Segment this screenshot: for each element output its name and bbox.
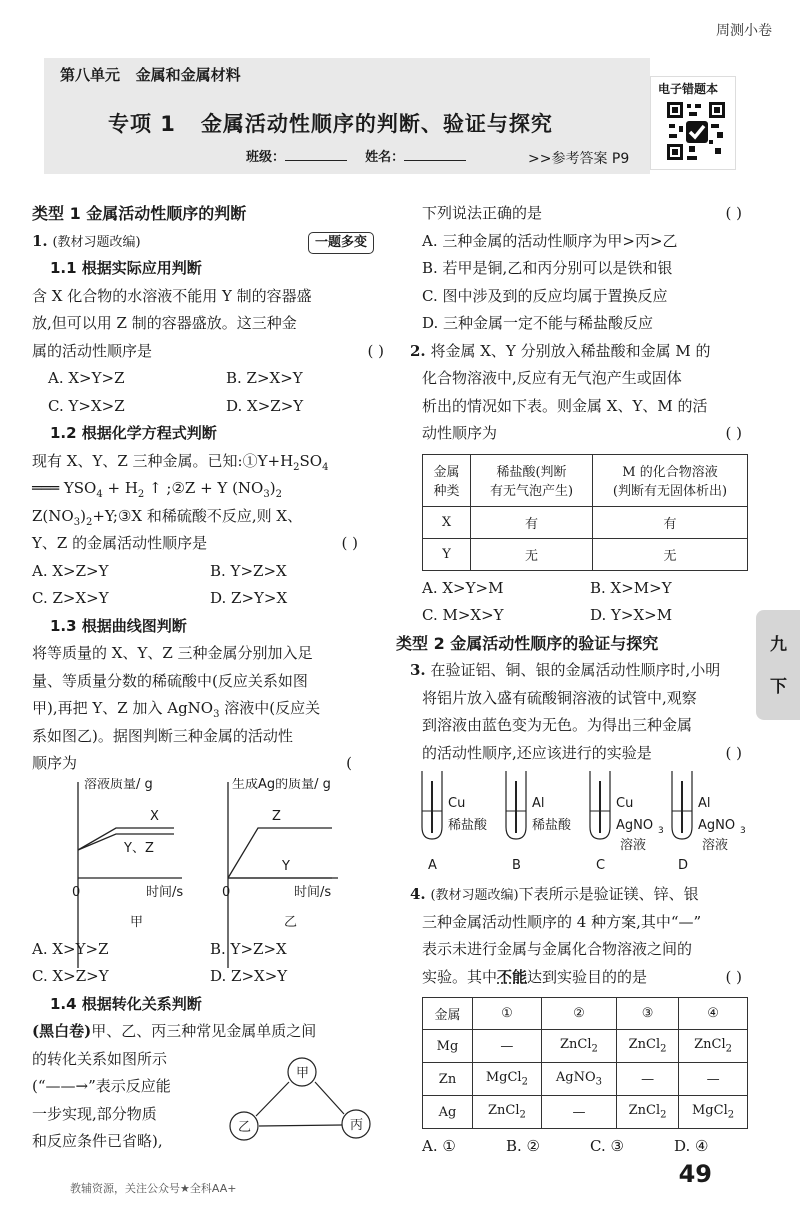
week-tag: 周测小卷: [716, 23, 772, 39]
header-text: (判断有无固体析出): [612, 484, 728, 499]
tube-a-solution: 稀盐酸: [448, 818, 488, 833]
table-cell: —: [617, 1063, 679, 1096]
subscript: 2: [137, 489, 145, 500]
q1-3-options: [32, 963, 388, 991]
option-b[interactable]: B. 若甲是铜,乙和丙分别可以是铁和银: [422, 259, 673, 277]
chart-b-xlabel: 时间/s: [294, 884, 332, 900]
eq-text: ↑ ;②Z + Y (NO: [144, 479, 264, 497]
option-c[interactable]: C. M>X>Y: [422, 606, 504, 624]
unit-title: 第八单元 金属和金属材料: [60, 66, 241, 84]
section-1-title: 类型 1 金属活动性顺序的判断: [32, 204, 247, 223]
table-header-cell: [593, 454, 748, 506]
option-b[interactable]: B. Y>Z>X: [210, 939, 287, 958]
q1-1-options: [32, 365, 388, 393]
chart-b-ylabel: 生成Ag的质量/ g: [232, 777, 331, 792]
table-cell: ZnCl$_2$: [679, 1030, 748, 1063]
chart-a-origin: 0: [72, 884, 81, 900]
q3-line: 到溶液由蓝色变为无色。为得出三种金属: [422, 716, 693, 734]
tube-a[interactable]: [422, 771, 488, 873]
subscript: 3: [658, 826, 664, 836]
subscript: 3: [73, 516, 81, 528]
equation-line: [32, 503, 388, 531]
header-text: 种类: [433, 484, 460, 499]
option-c[interactable]: C. ③: [590, 1137, 624, 1155]
side-tab-top: 九: [770, 635, 787, 655]
grade-side-tab: [756, 610, 800, 720]
cell-text: ZnCl: [559, 1037, 592, 1053]
chart-b-origin: 0: [222, 884, 231, 900]
tube-b-label: B: [512, 858, 521, 873]
node-jia-label: 甲: [296, 1066, 310, 1081]
cell-text: ZnCl: [694, 1037, 726, 1053]
table-cell: ZnCl$_2$: [541, 1030, 616, 1063]
q1-3-line-text: 溶液中(反应关: [219, 699, 321, 717]
q4-line-text: 下表所示是验证镁、锌、银: [518, 885, 699, 903]
option-d[interactable]: D. ④: [674, 1137, 709, 1155]
table-header-cell: 金属: [423, 998, 473, 1030]
eq-text: ): [269, 479, 276, 497]
chart-b-lower-label: Y: [282, 858, 290, 874]
table-row: [423, 506, 748, 538]
answer-blank[interactable]: ( ): [725, 204, 742, 222]
table-cell: X: [423, 506, 471, 538]
cell-text: ZnCl: [487, 1103, 520, 1119]
table-cell: Zn: [423, 1063, 473, 1096]
q1-1-title: 1.1 根据实际应用判断: [50, 259, 202, 277]
tube-d-label: D: [678, 858, 689, 873]
table-cell: MgCl$_2$: [473, 1063, 542, 1096]
answer-reference: >>参考答案 P9: [528, 151, 630, 167]
q1-3-line: 量、等质量分数的稀硫酸中(反应关系如图: [32, 671, 308, 690]
q1-header: [32, 228, 388, 256]
q1-2-line-text: Y、Z 的金属活动性顺序是: [32, 534, 208, 552]
cell-text: MgCl: [692, 1103, 728, 1119]
table-header-cell: ④: [679, 998, 748, 1030]
subscript: 4: [96, 489, 103, 500]
q2-table: [422, 454, 748, 571]
q1-3-line-text: 甲),再把 Y、Z 加入 AgNO: [32, 699, 214, 717]
answer-blank[interactable]: ( ): [725, 967, 742, 986]
q2-line: [410, 338, 746, 366]
side-tab-bottom: 下: [770, 677, 787, 697]
option-d[interactable]: D. X>Z>Y: [226, 396, 304, 415]
tube-b-solution: 稀盐酸: [532, 818, 572, 833]
q1-3-title: 1.3 根据曲线图判断: [50, 616, 187, 635]
table-row: [423, 1063, 748, 1096]
option-b[interactable]: B. Z>X>Y: [226, 369, 303, 387]
table-cell: ZnCl$_2$: [473, 1096, 542, 1129]
table-header-cell: [423, 454, 471, 506]
variation-badge: 一题多变: [308, 232, 374, 254]
tube-d-solution-2: 溶液: [702, 838, 729, 853]
q3-line: [410, 740, 746, 768]
cell-text: ZnCl: [628, 1103, 661, 1119]
tube-c-solution: AgNO: [616, 818, 654, 833]
name-label: 姓名：: [365, 150, 405, 165]
equation-line: [32, 448, 388, 476]
q1-3-line-text: 顺序为: [32, 754, 78, 772]
subscript: 3: [213, 709, 220, 720]
table-header-cell: ②: [541, 998, 616, 1030]
option-c[interactable]: C. X>Z>Y: [32, 967, 109, 985]
q4-line-text: 达到实验目的的是: [527, 967, 648, 986]
class-label: 班级：: [246, 150, 286, 165]
eq-text: +Y;③X 和稀硫酸不反应,则 X、: [92, 506, 303, 525]
tube-c-label: C: [596, 858, 606, 873]
option-a[interactable]: A. 三种金属的活动性顺序为甲>丙>乙: [422, 231, 678, 250]
page-title: 专项 1 金属活动性顺序的判断、验证与探究: [108, 112, 553, 136]
table-cell: 无: [593, 538, 748, 570]
chart-b-curve-z: [228, 828, 332, 878]
q1-3-line: [32, 750, 388, 778]
eq-text: ): [80, 506, 86, 525]
q4-number: 4.: [410, 885, 426, 903]
transformation-diagram: [226, 1056, 376, 1142]
subscript: 2: [293, 461, 300, 473]
q1-cont-lead-text: 下列说法正确的是: [422, 204, 543, 222]
arrow-jia-bing: [315, 1082, 344, 1114]
eq-text: + H: [102, 479, 138, 497]
q4-line: [410, 964, 746, 992]
answer-blank[interactable]: ( ): [341, 534, 358, 552]
subscript: 4: [322, 461, 329, 473]
table-cell: 无: [471, 538, 593, 570]
q1-4-line: [32, 1018, 388, 1046]
tube-b[interactable]: [506, 771, 572, 873]
source-tag: (黑白卷): [32, 1022, 92, 1040]
section-2-title: 类型 2 金属活动性顺序的验证与探究: [396, 633, 659, 653]
option-d[interactable]: D. Y>X>M: [590, 606, 673, 624]
table-header-cell: ③: [617, 998, 679, 1030]
q2-line: [410, 420, 746, 448]
cell-text: AgNO: [555, 1070, 596, 1086]
q1-2-options: [32, 585, 388, 613]
node-bing-label: 丙: [350, 1118, 364, 1133]
equation-line: [32, 475, 388, 503]
option-d[interactable]: D. Z>Y>X: [210, 589, 288, 607]
q2-line: 析出的情况如下表。则金属 X、Y、M 的活: [422, 396, 708, 415]
cell-text: MgCl: [485, 1070, 522, 1086]
q1-number: 1.: [32, 231, 48, 250]
eq-text: SO: [299, 451, 323, 470]
option-d[interactable]: D. Z>X>Y: [210, 967, 288, 985]
q4-line: [410, 881, 746, 909]
table-row: [423, 538, 748, 570]
eq-text: ═══ YSO: [32, 479, 97, 497]
q2-line-text: 动性顺序为: [422, 424, 498, 442]
header-text: 稀盐酸(判断: [496, 465, 567, 480]
table-header-row: [423, 454, 748, 506]
arrow-bing-yi: [259, 1125, 342, 1126]
table-cell: MgCl$_2$: [679, 1096, 748, 1129]
q1-4-title: 1.4 根据转化关系判断: [50, 994, 202, 1013]
answer-blank[interactable]: ( ): [367, 341, 384, 360]
chart-b-caption: 乙: [284, 914, 298, 930]
q1-3-line: 将等质量的 X、Y、Z 三种金属分别加入足: [32, 644, 313, 662]
table-cell: —: [541, 1096, 616, 1129]
q1-2-title: 1.2 根据化学方程式判断: [50, 424, 217, 442]
option-c[interactable]: C. Y>X>Z: [48, 396, 125, 415]
option-a[interactable]: A. ①: [422, 1137, 456, 1155]
answer-blank[interactable]: ( ): [725, 424, 742, 442]
option-a[interactable]: A. X>Y>M: [422, 578, 504, 597]
q3-line: 将铝片放入盛有硫酸铜溶液的试管中,观察: [422, 688, 697, 707]
chart-a-upper-label: X: [150, 808, 159, 824]
option-d[interactable]: D. 三种金属一定不能与稀盐酸反应: [422, 314, 654, 332]
option-c[interactable]: C. Z>X>Y: [32, 589, 109, 607]
header-text: M 的化合物溶液: [622, 465, 718, 480]
node-yi-label: 乙: [238, 1120, 252, 1135]
q1-4-line: 的转化关系如图所示: [32, 1049, 168, 1068]
q3-line-text: 的活动性顺序,还应该进行的实验是: [422, 743, 652, 762]
q1-4-line: (“——→”表示反应能: [32, 1077, 171, 1095]
q1-4-line-text: 甲、乙、丙三种常见金属单质之间: [91, 1022, 317, 1040]
q1-4-line: 一步实现,部分物质: [32, 1104, 157, 1123]
table-cell: ZnCl$_2$: [617, 1030, 679, 1063]
q1-cont-lead: [410, 200, 746, 228]
q3-line-text: 在验证铝、铜、银的金属活动性顺序时,小明: [430, 661, 721, 679]
q1-1-line: [32, 338, 388, 366]
table-cell: AgNO$_3$: [541, 1063, 616, 1096]
q2-number: 2.: [410, 341, 426, 360]
table-cell: ZnCl$_2$: [617, 1096, 679, 1129]
header-text: 金属: [433, 465, 460, 480]
q1-4-line: 和反应条件已省略),: [32, 1132, 163, 1150]
tube-c-solution-2: 溶液: [620, 838, 647, 853]
subscript: 3: [263, 489, 270, 500]
qr-label: 电子错题本: [658, 82, 719, 96]
right-column: [396, 200, 746, 1161]
tube-a-metal: Cu: [448, 796, 466, 811]
option-a[interactable]: A. X>Y>Z: [32, 939, 109, 958]
q4-source: (教材习题改编): [430, 888, 519, 903]
q1-1-line-text: 属的活动性顺序是: [32, 341, 153, 360]
answer-blank[interactable]: ( ): [725, 743, 742, 762]
tube-d-metal: Al: [698, 796, 711, 811]
tube-c-metal: Cu: [616, 796, 634, 811]
tube-c[interactable]: [590, 771, 664, 873]
table-cell: Ag: [423, 1096, 473, 1129]
qr-code-icon[interactable]: [665, 100, 727, 162]
tube-d-solution: AgNO: [698, 818, 736, 833]
top-bar: [0, 0, 800, 58]
q4-table: [422, 997, 748, 1129]
table-row: [423, 1096, 748, 1129]
option-b[interactable]: B. Y>Z>X: [210, 561, 287, 580]
footer-text: 教辅资源，关注公众号★全科AA+: [70, 1182, 237, 1195]
q2-line: 化合物溶液中,反应有无气泡产生或固体: [422, 369, 682, 387]
option-b[interactable]: B. X>M>Y: [590, 578, 672, 597]
tube-a-label: A: [428, 858, 437, 873]
option-a[interactable]: A. X>Y>Z: [48, 369, 125, 387]
arrow-yi-jia: [256, 1082, 289, 1116]
q1-2-line: [32, 530, 388, 558]
tube-d[interactable]: [672, 771, 746, 873]
eq-text: 现有 X、Y、Z 三种金属。已知:①Y+H: [32, 451, 294, 470]
table-row: [423, 1030, 748, 1063]
tube-b-metal: Al: [532, 796, 545, 811]
table-header-row: [423, 998, 748, 1030]
page-number: 49: [678, 1160, 712, 1188]
q1-2-options: [32, 558, 388, 586]
subscript: 3: [740, 826, 746, 836]
table-cell: —: [679, 1063, 748, 1096]
subscript: 2: [85, 516, 93, 528]
q3-line: [410, 657, 746, 685]
left-column: [32, 200, 388, 1156]
answer-blank[interactable]: (: [346, 754, 352, 772]
emphasis-not: 不能: [497, 967, 528, 986]
q4-line-text: 实验。其中: [422, 967, 498, 986]
q1-1-options: [32, 393, 388, 421]
option-b[interactable]: B. ②: [506, 1137, 541, 1155]
q3-number: 3.: [410, 661, 426, 679]
table-cell: Y: [423, 538, 471, 570]
q4-line: 表示未进行金属与金属化合物溶液之间的: [422, 940, 693, 958]
subscript: 2: [275, 489, 282, 500]
test-tubes: [410, 767, 746, 877]
table-cell: 有: [471, 506, 593, 538]
q2-options: [410, 575, 746, 603]
q1-3-line: 系如图乙)。据图判断三种金属的活动性: [32, 726, 293, 745]
q1-1-line: 放,但可以用 Z 制的容器盛放。这三种金: [32, 314, 297, 332]
cell-text: ZnCl: [628, 1037, 661, 1053]
q1-1-line: 含 X 化合物的水溶液不能用 Y 制的容器盛: [32, 286, 312, 305]
option-a[interactable]: A. X>Z>Y: [32, 561, 109, 580]
class-name-line: [246, 146, 466, 165]
chart-a-caption: 甲: [130, 914, 144, 930]
table-header-cell: ①: [473, 998, 542, 1030]
header-text: 有无气泡产生): [489, 484, 574, 499]
chart-a-lower-label: Y、Z: [124, 840, 154, 856]
option-c[interactable]: C. 图中涉及到的反应均属于置换反应: [422, 286, 668, 305]
table-cell: Mg: [423, 1030, 473, 1063]
q1-3-line: [32, 695, 388, 723]
chart-b-upper-label: Z: [272, 808, 281, 824]
chart-a-ylabel: 溶液质量/ g: [84, 777, 153, 792]
q1-3-options: [32, 936, 388, 964]
q2-line-text: 将金属 X、Y 分别放入稀盐酸和金属 M 的: [430, 341, 711, 360]
q4-line: 三种金属活动性顺序的 4 种方案,其中“—”: [422, 912, 702, 931]
chart-a-xlabel: 时间/s: [146, 884, 184, 900]
table-header-cell: [471, 454, 593, 506]
table-cell: 有: [593, 506, 748, 538]
table-cell: —: [473, 1030, 542, 1063]
q2-options: [410, 602, 746, 630]
eq-text: Z(NO: [32, 506, 74, 525]
q1-source: (教材习题改编): [52, 234, 141, 250]
q4-options: [410, 1133, 746, 1161]
